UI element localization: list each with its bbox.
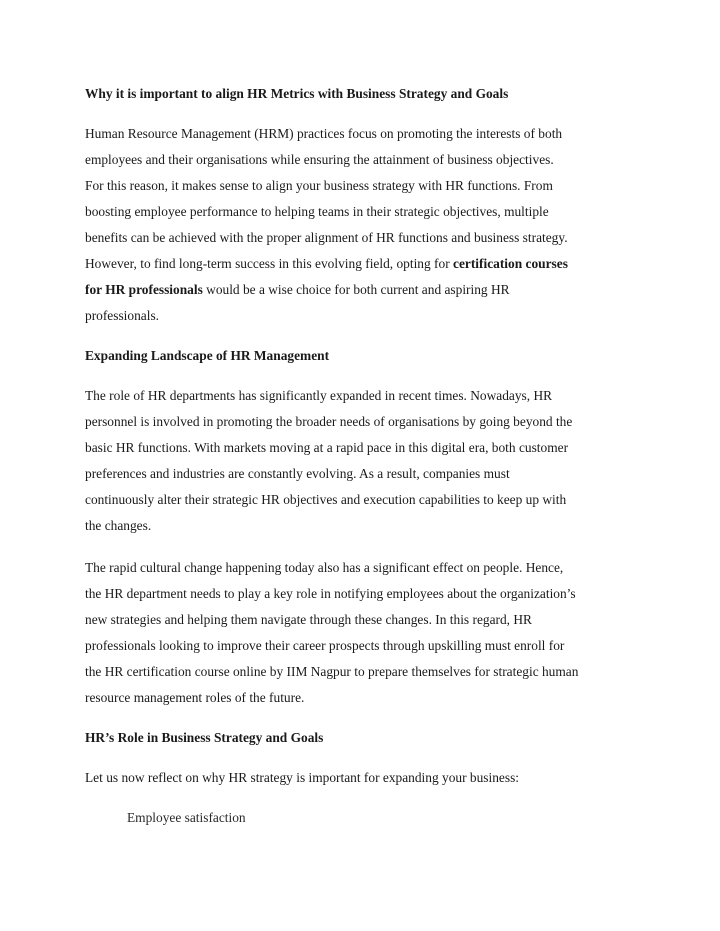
spacer	[85, 369, 645, 383]
text-line: personnel is involved in promoting the broader needs of organisations by going beyond the	[85, 414, 573, 429]
text-line: professionals looking to improve their career prospects through upskilling must enroll for	[85, 638, 565, 653]
spacer	[85, 751, 645, 765]
text-line: preferences and industries are constantly evolving. As a result, companies must	[85, 466, 510, 481]
intro-paragraph	[85, 121, 645, 329]
text-line: benefits can be achieved with the proper alignment of HR functions and business strategy.	[85, 230, 568, 245]
text-line: the HR certification course online by IIM Nagpur to prepare themselves for strategic human	[85, 664, 579, 679]
hr-professionals-link[interactable]: for HR professionals	[85, 282, 203, 297]
document-page	[85, 81, 645, 831]
spacer	[85, 791, 645, 805]
section-heading-hr-role: HR’s Role in Business Strategy and Goals	[85, 730, 324, 745]
text-line: professionals.	[85, 308, 160, 323]
section1-paragraph-2	[85, 555, 645, 711]
spacer	[85, 539, 645, 555]
text-line: continuously alter their strategic HR objectives and execution capabilities to keep up with	[85, 492, 567, 507]
text-line: resource management roles of the future.	[85, 690, 305, 705]
text-line: For this reason, it makes sense to align your business strategy with HR functions. From	[85, 178, 553, 193]
spacer	[85, 107, 645, 121]
text-run: would be a wise choice for both current and aspiring HR	[202, 282, 510, 297]
spacer	[85, 329, 645, 343]
text-line: the HR department needs to play a key role in notifying employees about the organization’s	[85, 586, 576, 601]
text-line: Human Resource Management (HRM) practices focus on promoting the interests of both	[85, 126, 563, 141]
document-title: Why it is important to align HR Metrics with Business Strategy and Goals	[85, 86, 509, 101]
text-line: basic HR functions. With markets moving at a rapid pace in this digital era, both customer	[85, 440, 569, 455]
text-line: boosting employee performance to helping teams in their strategic objectives, multiple	[85, 204, 549, 219]
text-run: However, to find long-term success in this evolving field, opting for	[85, 256, 454, 271]
text-line: The role of HR departments has significantly expanded in recent times. Nowadays, HR	[85, 388, 553, 403]
list-item: Employee satisfaction	[127, 810, 246, 825]
text-line: the changes.	[85, 518, 152, 533]
certification-courses-link[interactable]: certification courses	[453, 256, 568, 271]
text-line: employees and their organisations while ensuring the attainment of business objectives.	[85, 152, 554, 167]
spacer	[85, 711, 645, 725]
text-line: new strategies and helping them navigate through these changes. In this regard, HR	[85, 612, 532, 627]
section-heading-expanding-landscape: Expanding Landscape of HR Management	[85, 348, 330, 363]
text-line	[85, 251, 645, 277]
text-line: The rapid cultural change happening today also has a significant effect on people. Hence,	[85, 560, 564, 575]
section1-paragraph-1	[85, 383, 645, 539]
section2-intro	[85, 765, 645, 791]
text-line	[85, 277, 645, 303]
text-line: Let us now reflect on why HR strategy is important for expanding your business:	[85, 770, 519, 785]
